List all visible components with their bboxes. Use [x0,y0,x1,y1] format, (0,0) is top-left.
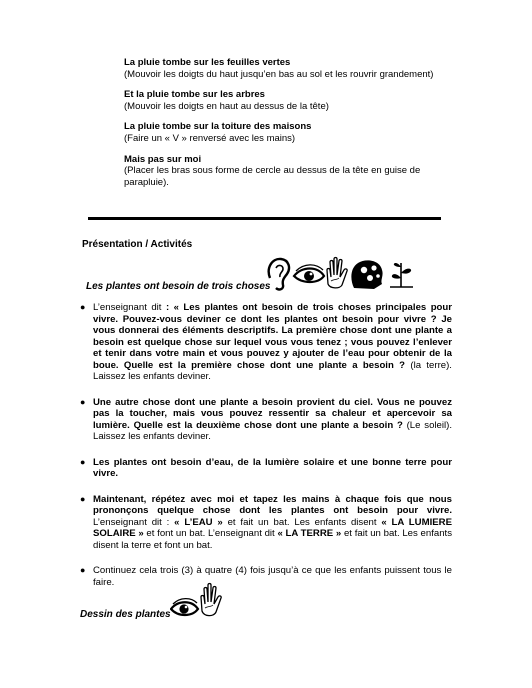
gesture-instruction: (Placer les bras sous forme de cercle au dessus de la tête en guise de parapluie). [124,165,421,188]
learning-icons [266,256,416,297]
subtitle-plant-drawing: Dessin des plantes [80,609,171,620]
bullet-icon: ● [80,396,86,407]
drawing-icons [170,581,222,626]
song-line: Mais pas sur moi [124,153,202,165]
song-lyrics [124,57,440,197]
eye-icon [171,599,198,615]
hand-icon [201,584,221,616]
gesture-instruction: (Mouvoir les doigts du haut jusqu’en bas au sol et les rouvrir grandement) [124,68,434,80]
list-item: ● Maintenant, répétez avec moi et tapez les mains à chaque fois que nous prononçons quelque chose dont les plantes ont besoin pour vivre. L’enseignant dit : « L’EAU » et fait un bat. Les enfants disent « LA LUMIERE SOLAIRE » et font un bat. L’enseignant dit « LA TERRE » et fait un bat. Les enfants disent la terre et font un bat. [80,493,452,551]
gesture-instruction: (Faire un « V » renversé avec les mains) [124,132,296,144]
bullet-icon: ● [80,302,86,312]
list-item: ● Continuez cela trois (3) à quatre (4) fois jusqu’à ce que les enfants puissent tous le faire. [80,565,452,588]
song-line: La pluie tombe sur la toiture des maisons [124,121,312,133]
stanza [124,154,440,189]
hand-icon [327,258,347,288]
stanza [124,57,440,80]
song-line: Et la pluie tombe sur les arbres [124,89,265,101]
section-title: Présentation / Activités [82,239,193,250]
stanza [124,121,440,144]
list-item: ● L’enseignant dit : « Les plantes ont besoin de trois choses principales pour vivre. Pouvez-vous deviner ce dont les plantes ont besoin pour vivre ? Je vous donnerai des éléments descriptifs. La première chose dont une plante a besoin est quelque chose sur lequel vous vous tenez ; vous pouvez l’enlever et tenir dans votre main et vous pouvez y ajouter de l’eau pour obtenir de la boue. Quelle est la première chose dont une plante a besoin ? (la terre). Laissez les enfants deviner. [80,302,453,382]
divider [88,217,441,220]
sprout-icon [390,263,413,287]
head-icon [351,260,382,289]
subtitle-plant-needs: Les plantes ont besoin de trois choses [86,281,271,292]
activity-list [80,302,452,602]
bullet-icon: ● [80,456,86,467]
song-line: La pluie tombe sur les feuilles vertes [124,57,291,68]
stanza [124,89,440,112]
bullet-icon: ● [80,493,86,504]
eye-icon [294,265,324,282]
ear-icon [269,259,289,290]
bullet-icon: ● [80,565,86,575]
gesture-instruction: (Mouvoir les doigts en haut au dessus de la tête) [124,100,329,112]
list-item: ● Une autre chose dont une plante a besoin provient du ciel. Vous ne pouvez pas la toucher, mais vous pouvez ressentir sa chaleur et apercevoir sa lumière. Quelle est la deuxième chose dont une plante a besoin ? (Le soleil). Laissez les enfants deviner. [80,396,452,442]
list-item: ● Les plantes ont besoin d’eau, de la lumière solaire et une bonne terre pour vivre. [80,456,452,479]
